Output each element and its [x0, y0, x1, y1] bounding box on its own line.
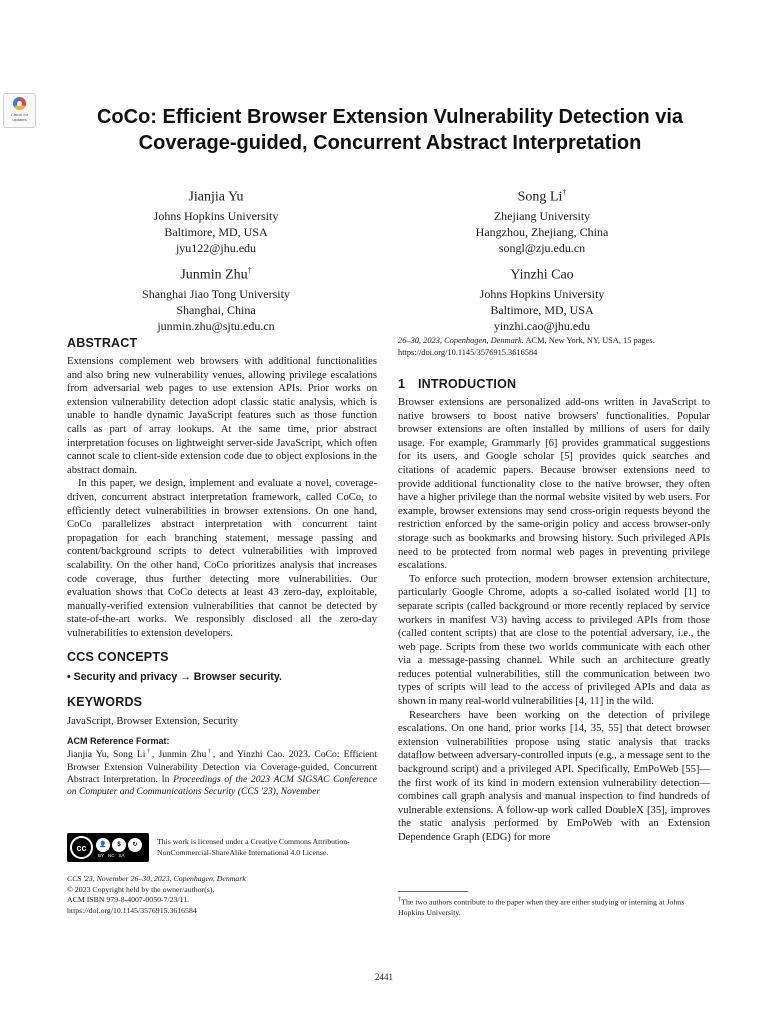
author-affiliation: Johns Hopkins University [153, 208, 279, 223]
author-email: jyu122@jhu.edu [175, 240, 257, 255]
reference-format-continuation: 26–30, 2023, Copenhagen, Denmark. ACM, New York, NY, USA, 15 pages. https://doi.org/10.1145/3576915.3616584 [398, 336, 655, 357]
title-line-1: CoCo: Efficient Browser Extension Vulnerability Detection via [96, 106, 684, 128]
author-block [66, 261, 366, 334]
author-name: Yinzhi Cao [510, 267, 574, 283]
author-location: Baltimore, MD, USA [490, 302, 594, 317]
introduction-heading: 1 INTRODUCTION [398, 377, 517, 391]
badge-label: Check for updates [10, 112, 29, 122]
author-name: Song Li [517, 189, 563, 205]
right-column [398, 335, 710, 845]
copyright-line: © 2023 Copyright held by the owner/author(s). [67, 884, 215, 894]
license-text: This work is licensed under a Creative Commons Attribution-NonCommercial-ShareAlike International 4.0 License. [157, 837, 350, 857]
cc-label: BY [98, 852, 105, 858]
author-location: Hangzhou, Zhejiang, China [475, 224, 609, 239]
cc-label: SA [118, 852, 125, 858]
cc-label: NC [108, 852, 115, 858]
author-mark: † [562, 188, 567, 197]
conference-line: CCS '23, November 26–30, 2023, Copenhagen, Denmark [67, 874, 246, 883]
introduction-paragraph: Browser extensions are personalized add-ons written in JavaScript to native browsers to boost native browsers' functionalities. Popular browser extensions are often installed by millions of users for daily usage. For example, Grammarly [6] provides grammatical suggestions for its users, and Google scholar [5] provides quick searches and citations of academic papers. Because browser extensions need to provide additional functionality close to the native browser, they often have a higher privilege than the normal website visited by web users. For example, browser extensions may send cross-origin requests beyond the restriction enforced by the same-origin policy and access browser-only storage such as bookmarks and browsing history. Such privileged APIs need to be protected from normal web pages in preventing privilege escalations. [398, 397, 710, 572]
footnote-rule [398, 891, 468, 892]
author-name: Jianjia Yu [188, 189, 244, 205]
ccs-concept-item: • Security and privacy → Browser security. [67, 671, 282, 684]
sharealike-icon: ↻ [128, 838, 142, 852]
author-location: Baltimore, MD, USA [164, 224, 268, 239]
abstract-paragraph: In this paper, we design, implement and evaluate a novel, coverage-driven, concurrent abstract interpretation framework, called CoCo, to efficiently detect vulnerabilities in browser extensions. On one hand, CoCo parallelizes abstract interpretation with concurrent taint propagation for each branching statement, message passing and content/background scripts to detect vulnerabilities with improved scalability. On the other hand, CoCo prioritizes analysis that increases code coverage, thus further detecting more vulnerabilities. Our evaluation shows that CoCo detects at least 43 zero-day, exploitable, manually-verified extension vulnerabilities that cannot be detected by state-of-the-art works. We responsibly disclosed all the zero-day vulnerabilities to extension developers. [67, 478, 377, 639]
introduction-paragraph: To enforce such protection, modern browser extension architecture, particularly Google Chrome, adopts a so-called isolated world [1] to separate scripts (called background or more recently replaced by service workers in manifest V3) having access to privileged APIs from those (called content scripts) that are close to the potential adversary, i.e., the web page. Scripts from these two worlds communicate with each other via a message-passing channel. While such an architecture greatly reduces potential vulnerabilities, still the communication between two types of scripts will lead to the access of privileged APIs and data as shown in many real-world vulnerabilities [4, 11] in the wild. [398, 573, 710, 708]
footnote-text: The two authors contribute to the paper when they are either studying or interning at Johns Hopkins University. [398, 897, 685, 917]
introduction-paragraph: Researchers have been working on the detection of privilege escalations. On one hand, prior works [14, 35, 55] that detect browser extension vulnerabilities propose using static analysis that tracks dataflow between adversary-controlled inputs (e.g., a message sent to the background script) and a privileged API. Specifically, EmPoWeb [55]—the first work of its kind in modern extension vulnerability detection—combines call graph analysis and manual inspection to find hundreds of vulnerable extensions. A follow-up work called DoubleX [35], improves the static analysis performed by EmPoWeb with an Extension Dependence Graph (EDG) for more [398, 709, 710, 843]
author-block [66, 183, 366, 256]
doi-link[interactable]: https://doi.org/10.1145/3576915.3616584 [67, 905, 197, 915]
author-mark: † [247, 266, 252, 275]
keywords-text: JavaScript, Browser Extension, Security [67, 716, 238, 728]
ccs-concepts-heading: CCS CONCEPTS [67, 650, 169, 665]
author-block [392, 261, 692, 334]
author-name: Junmin Zhu [180, 267, 248, 283]
attribution-icon: 👤 [96, 838, 110, 852]
author-location: Shanghai, China [176, 302, 256, 317]
creative-commons-logo[interactable] [67, 833, 149, 862]
paper-title [60, 104, 720, 156]
reference-format-heading: ACM Reference Format: [67, 736, 170, 747]
cc-icon: cc [70, 836, 93, 859]
author-affiliation: Johns Hopkins University [479, 286, 605, 301]
abstract-paragraph: Extensions complement web browsers with additional functionalities and also bring new vulnerability venues, allowing privilege escalations from adversarial web pages to use extension APIs. Prior works on extension vulnerability detection adopt classic static analysis, which is unable to handle dynamic JavaScript features such as those function calls as part of array lookups. At the same time, prior abstract interpretation focuses on lightweight server-side JavaScript, which often cannot scale to client-side extension code due to object explosions in the abstract domain. [67, 356, 377, 476]
noncommercial-icon: $ [112, 838, 126, 852]
footnote [398, 895, 710, 918]
page-number: 2441 [375, 972, 393, 982]
isbn-line: ACM ISBN 979-8-4007-0050-7/23/11. [67, 895, 190, 905]
title-line-2: Coverage-guided, Concurrent Abstract Interpretation [138, 132, 642, 154]
author-affiliation: Shanghai Jiao Tong University [142, 286, 290, 301]
author-email: junmin.zhu@sjtu.edu.cn [157, 318, 275, 333]
left-column [67, 335, 377, 799]
abstract-heading: ABSTRACT [67, 336, 138, 350]
author-affiliation: Zhejiang University [493, 208, 591, 223]
reference-format-text: Jianjia Yu, Song Li†, Junmin Zhu†, and Yinzhi Cao. 2023. CoCo: Efficient Browser Extension Vulnerability Detection via Coverage-guided, Concurrent Abstract Interpretation. In Proceedings of the 2023 ACM SIGSAC Conference on Computer and Communications Security (CCS '23), November [67, 749, 378, 798]
author-email: songl@zju.edu.cn [498, 240, 586, 255]
crossmark-icon [13, 97, 26, 110]
section-number: 1 [398, 377, 406, 391]
author-block [392, 183, 692, 256]
keywords-heading: KEYWORDS [67, 695, 143, 710]
publication-info [67, 874, 367, 916]
author-email: yinzhi.cao@jhu.edu [493, 318, 591, 333]
footnote-mark: † [398, 896, 402, 903]
check-for-updates-badge[interactable] [3, 93, 36, 128]
